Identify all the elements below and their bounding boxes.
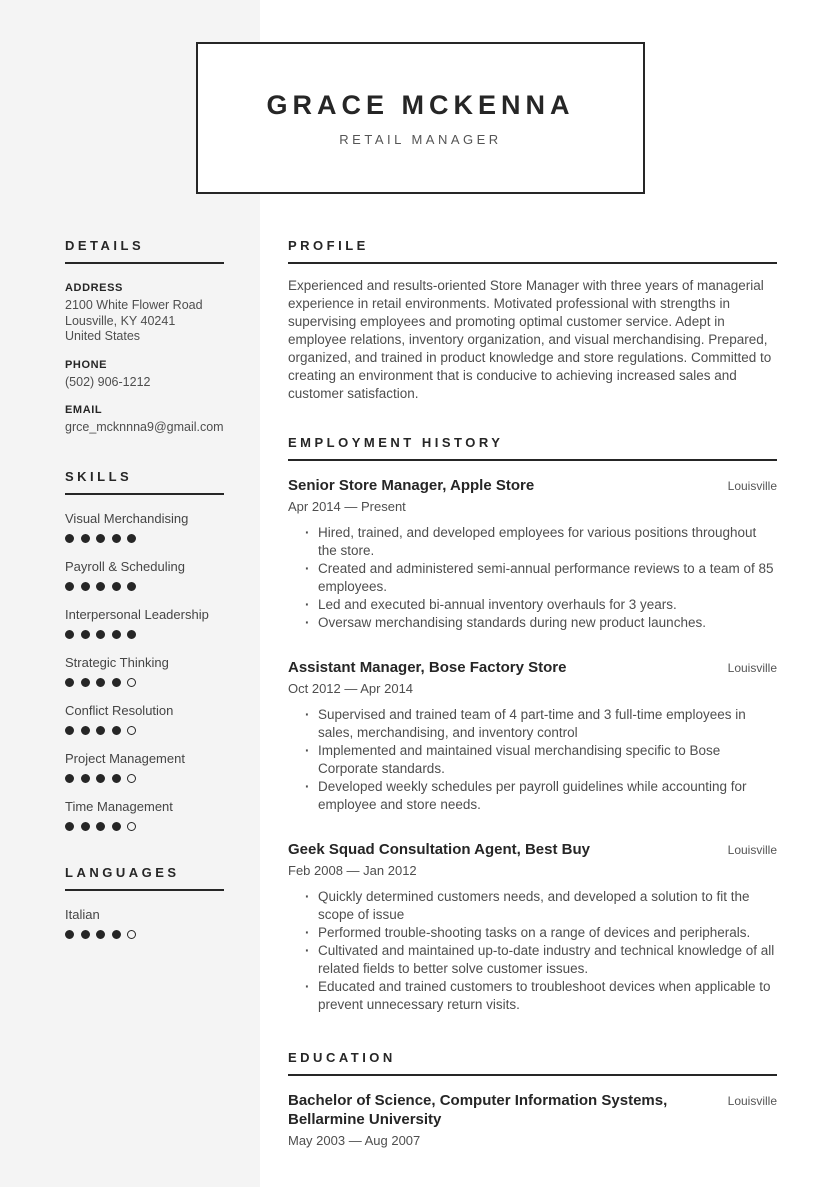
filled-dot <box>81 678 90 687</box>
language-item <box>65 907 224 939</box>
empty-dot <box>127 678 136 687</box>
email-label: EMAIL <box>65 404 103 416</box>
job-entry <box>288 476 777 632</box>
profile-heading: PROFILE <box>288 238 777 264</box>
skill-level-dots <box>65 726 224 735</box>
job-location: Louisville <box>727 661 777 675</box>
filled-dot <box>65 774 74 783</box>
language-label: Italian <box>65 906 100 922</box>
phone-label: PHONE <box>65 358 108 371</box>
filled-dot <box>127 582 136 591</box>
filled-dot <box>65 678 74 687</box>
employment-section <box>288 435 777 1014</box>
filled-dot <box>81 630 90 639</box>
candidate-job-title: RETAIL MANAGER <box>339 131 502 147</box>
address-label: ADDRESS <box>65 282 123 294</box>
filled-dot <box>65 534 74 543</box>
job-location: Louisville <box>727 479 777 493</box>
filled-dot <box>96 726 105 735</box>
filled-dot <box>112 534 121 543</box>
filled-dot <box>81 726 90 735</box>
skills-section <box>65 469 224 831</box>
job-location: Louisville <box>727 843 777 857</box>
filled-dot <box>65 930 74 939</box>
main-column <box>288 238 777 1148</box>
bullet-item: · Supervised and trained team of 4 part-time and 3 full-time employees in sales, merchandising, and inventory control <box>318 706 777 742</box>
empty-dot <box>127 930 136 939</box>
job-bullets <box>288 706 777 814</box>
job-title: Geek Squad Consultation Agent, Best Buy <box>288 841 590 858</box>
skill-label: Project Management <box>65 750 185 766</box>
education-dates: May 2003 — Aug 2007 <box>288 1133 421 1148</box>
skill-level-dots <box>65 774 224 783</box>
job-bullets <box>288 524 777 632</box>
education-entry <box>288 1091 777 1148</box>
job-entry <box>288 658 777 814</box>
address-line: United States <box>65 329 141 343</box>
filled-dot <box>96 582 105 591</box>
skill-label: Interpersonal Leadership <box>65 606 209 622</box>
filled-dot <box>112 930 121 939</box>
skills-heading: SKILLS <box>65 469 224 495</box>
education-header <box>288 1091 777 1129</box>
job-dates: Oct 2012 — Apr 2014 <box>288 681 414 696</box>
sidebar <box>65 238 224 939</box>
filled-dot <box>65 822 74 831</box>
bullet-item: · Oversaw merchandising standards during new product launches. <box>318 614 777 632</box>
language-level-dots <box>65 930 224 939</box>
filled-dot <box>112 630 121 639</box>
languages-section <box>65 865 224 939</box>
job-title: Assistant Manager, Bose Factory Store <box>288 659 567 676</box>
filled-dot <box>112 582 121 591</box>
filled-dot <box>65 630 74 639</box>
filled-dot <box>112 774 121 783</box>
skill-level-dots <box>65 534 224 543</box>
skill-label: Payroll & Scheduling <box>65 558 185 574</box>
empty-dot <box>127 726 136 735</box>
candidate-name: GRACE MCKENNA <box>266 89 575 120</box>
job-header <box>288 840 777 859</box>
languages-heading: LANGUAGES <box>65 865 224 891</box>
bullet-item: · Led and executed bi-annual inventory overhauls for 3 years. <box>318 596 777 614</box>
filled-dot <box>96 930 105 939</box>
skill-item <box>65 607 224 639</box>
education-location: Louisville <box>727 1094 777 1108</box>
details-heading: DETAILS <box>65 238 224 264</box>
phone-value: (502) 906-1212 <box>65 374 151 389</box>
skill-label: Time Management <box>65 798 173 814</box>
bullet-item: · Quickly determined customers needs, and developed a solution to fit the scope of issue <box>318 888 777 924</box>
filled-dot <box>81 930 90 939</box>
filled-dot <box>96 678 105 687</box>
job-dates: Feb 2008 — Jan 2012 <box>288 863 417 878</box>
skill-label: Conflict Resolution <box>65 702 174 718</box>
header-name-box <box>196 42 645 194</box>
skill-item <box>65 511 224 543</box>
filled-dot <box>96 822 105 831</box>
filled-dot <box>96 774 105 783</box>
bullet-item: · Created and administered semi-annual performance reviews to a team of 85 employees. <box>318 560 777 596</box>
education-section <box>288 1050 777 1148</box>
skill-item <box>65 559 224 591</box>
phone-group <box>65 359 224 391</box>
details-section <box>65 238 224 436</box>
filled-dot <box>112 678 121 687</box>
job-header <box>288 658 777 677</box>
bullet-item: · Educated and trained customers to troubleshoot devices when applicable to prevent unnecessary return visits. <box>318 978 777 1014</box>
skill-level-dots <box>65 630 224 639</box>
filled-dot <box>96 630 105 639</box>
filled-dot <box>81 534 90 543</box>
empty-dot <box>127 774 136 783</box>
details-block <box>65 282 224 436</box>
profile-section <box>288 238 777 403</box>
filled-dot <box>81 822 90 831</box>
job-header <box>288 476 777 495</box>
skill-item <box>65 751 224 783</box>
filled-dot <box>127 534 136 543</box>
education-title: Bachelor of Science, Computer Information Systems, Bellarmine University <box>288 1092 668 1128</box>
address-line: 2100 White Flower Road <box>65 298 203 312</box>
filled-dot <box>127 630 136 639</box>
bullet-item: · Developed weekly schedules per payroll guidelines while accounting for employee and store needs. <box>318 778 777 814</box>
empty-dot <box>127 822 136 831</box>
filled-dot <box>112 822 121 831</box>
job-title: Senior Store Manager, Apple Store <box>288 477 535 494</box>
skill-level-dots <box>65 678 224 687</box>
email-group <box>65 404 224 436</box>
job-dates: Apr 2014 — Present <box>288 499 406 514</box>
filled-dot <box>96 534 105 543</box>
skill-item <box>65 703 224 735</box>
job-entry <box>288 840 777 1014</box>
bullet-item: · Hired, trained, and developed employees for various positions throughout the store. <box>318 524 777 560</box>
filled-dot <box>81 774 90 783</box>
bullet-item: · Performed trouble-shooting tasks on a range of devices and peripherals. <box>318 924 777 942</box>
skill-item <box>65 655 224 687</box>
filled-dot <box>112 726 121 735</box>
employment-heading: EMPLOYMENT HISTORY <box>288 435 777 461</box>
filled-dot <box>65 726 74 735</box>
address-group <box>65 282 224 345</box>
skill-label: Strategic Thinking <box>65 654 169 670</box>
filled-dot <box>65 582 74 591</box>
job-bullets <box>288 888 777 1014</box>
email-value: grce_mcknnna9@gmail.com <box>65 420 224 434</box>
skill-item <box>65 799 224 831</box>
education-heading: EDUCATION <box>288 1050 777 1076</box>
skill-level-dots <box>65 582 224 591</box>
skill-label: Visual Merchandising <box>65 510 189 526</box>
filled-dot <box>81 582 90 591</box>
bullet-item: · Cultivated and maintained up-to-date industry and technical knowledge of all related fields to better solve customer issues. <box>318 942 777 978</box>
skill-level-dots <box>65 822 224 831</box>
bullet-item: · Implemented and maintained visual merchandising specific to Bose Corporate standards. <box>318 742 777 778</box>
profile-text: Experienced and results-oriented Store Manager with three years of managerial experience in retail environments. Motivated professional with strengths in supervising employees and promoting optimal customer service. Adept in employee relations, inventory organization, and visual merchandising. Prepared, organized, and trained in product knowledge and store regulations. Committed to creating an environment that is conducive to achieving increased sales and customer satisfaction. <box>288 278 772 401</box>
address-line: Lousville, KY 40241 <box>65 313 176 328</box>
